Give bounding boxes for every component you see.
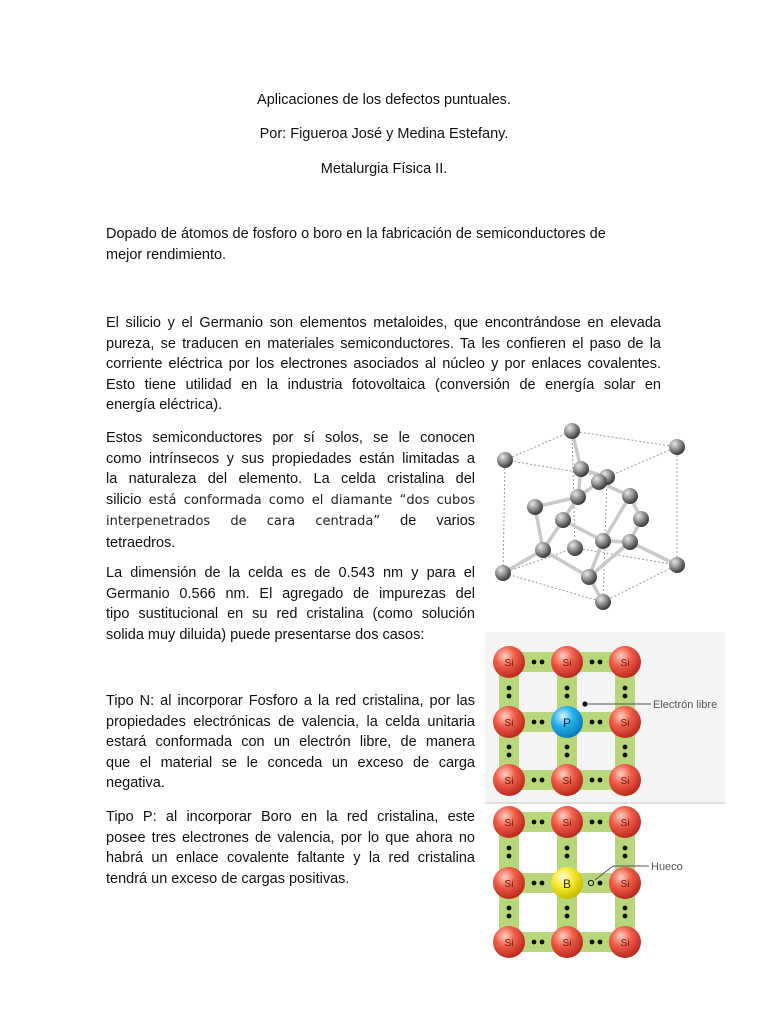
text-line [106, 490, 475, 512]
atom [595, 533, 611, 549]
paragraph-type-n [106, 691, 475, 794]
diamond-crystal-illustration [485, 415, 725, 640]
dopant-label: B [562, 877, 572, 891]
text-line: habrá un enlace covalente faltante y la red cristalina [106, 850, 475, 866]
atom [622, 534, 638, 550]
quoted-text: está conformada como el diamante “dos cubos [148, 492, 475, 508]
atom [527, 499, 543, 515]
section-heading [106, 224, 666, 265]
text-line: que el material se le conceda un exceso de carga [106, 754, 475, 771]
text-line: la naturaleza del elemento. La celda cristalina del [106, 471, 475, 487]
document-course: Metalurgia Física II. [320, 161, 448, 177]
hole-label: Hueco [651, 861, 683, 873]
atom [591, 474, 607, 490]
section-heading-line: Dopado de átomos de fosforo o boro en la fabricación de semiconductores de [106, 226, 606, 242]
atom [555, 512, 571, 528]
text-line [106, 511, 475, 533]
text-line: Estos semiconductores por sí solos, se le conocen [106, 430, 475, 446]
text-line: El silicio y el Germanio son elementos metaloides, que encontrándose en elevada [106, 315, 661, 331]
paragraph-intro [106, 313, 661, 416]
atom-label: Si [504, 818, 514, 829]
atom-label: Si [620, 818, 630, 829]
atom-label: Si [504, 879, 514, 890]
p-type-lattice-diagram [485, 804, 725, 964]
text-line: corriente eléctrica por los electrones asociados al núcleo y por enlaces covalentes. [106, 356, 661, 372]
text-fragment: de varios [400, 513, 476, 529]
atom [622, 488, 638, 504]
atom [581, 569, 597, 585]
atom [564, 423, 580, 439]
atom [567, 540, 583, 556]
atom-label: Si [562, 658, 572, 669]
text-line: solida muy diluida) puede presentarse dos casos: [106, 626, 425, 643]
text-line: negativa. [106, 775, 165, 791]
text-line: pureza, se traducen en materiales semiconductores. Ta les confieren el paso de la [106, 335, 661, 352]
free-electron [582, 701, 587, 706]
atom-label: Si [504, 718, 514, 729]
text-line: Esto tiene utilidad en la industria fotovoltaica (conversión de energía solar en [106, 376, 661, 393]
atom [669, 557, 685, 573]
text-line: como intrínsecos y sus propiedades están limitadas a [106, 450, 475, 467]
text-line: posee tres electrones de valencia, por lo que ahora no [106, 829, 475, 846]
atom-label: Si [620, 658, 630, 669]
paragraph-intrinsic [106, 428, 475, 553]
document-title: Aplicaciones de los defectos puntuales. [257, 92, 511, 108]
text-line: energía eléctrica). [106, 397, 223, 413]
dopant-label: P [562, 716, 572, 730]
n-type-lattice-diagram [485, 632, 725, 804]
text-line: Tipo P: al incorporar Boro en la red cristalina, este [106, 809, 475, 825]
atom [495, 565, 511, 581]
text-line: tendrá un exceso de cargas positivas. [106, 870, 350, 887]
atom [669, 439, 685, 455]
text-line: Tipo N: al incorporar Fosforo a la red cristalina, por las [106, 693, 475, 709]
atom-label: Si [620, 938, 630, 949]
atom [497, 452, 513, 468]
text-line: La dimensión de la celda es de 0.543 nm y para el [106, 565, 475, 581]
atom-label: Si [620, 879, 630, 890]
atom [573, 461, 589, 477]
text-line: tipo sustitucional en su red cristalina (como solución [106, 606, 475, 622]
atom-label: Si [562, 938, 572, 949]
text-line: tetraedros. [106, 534, 176, 551]
document-authors: Por: Figueroa José y Medina Estefany. [259, 126, 509, 142]
paragraph-type-p [106, 807, 475, 889]
atoms [495, 423, 685, 610]
atom-label: Si [504, 658, 514, 669]
atom [633, 511, 649, 527]
text-line: estará conformada con un electrón libre, de manera [106, 734, 475, 750]
atom-label: Si [620, 776, 630, 787]
paragraph-dimensions [106, 563, 475, 645]
atom-label: Si [504, 938, 514, 949]
free-electron-label: Electrón libre [653, 699, 718, 711]
text-line: propiedades electrónicas de valencia, la celda unitaria [106, 713, 475, 730]
text-fragment: silicio [106, 491, 142, 508]
section-heading-line: mejor rendimiento. [106, 246, 227, 263]
atom-label: Si [504, 776, 514, 787]
atom-label: Si [620, 718, 630, 729]
atom-label: Si [562, 776, 572, 787]
quoted-text: interpenetrados de cara centrada” [106, 514, 381, 529]
atom [535, 542, 551, 558]
atom [595, 594, 611, 610]
atom-label: Si [562, 818, 572, 829]
text-line: Germanio 0.566 nm. El agregado de impurezas del [106, 585, 475, 602]
atom [570, 489, 586, 505]
